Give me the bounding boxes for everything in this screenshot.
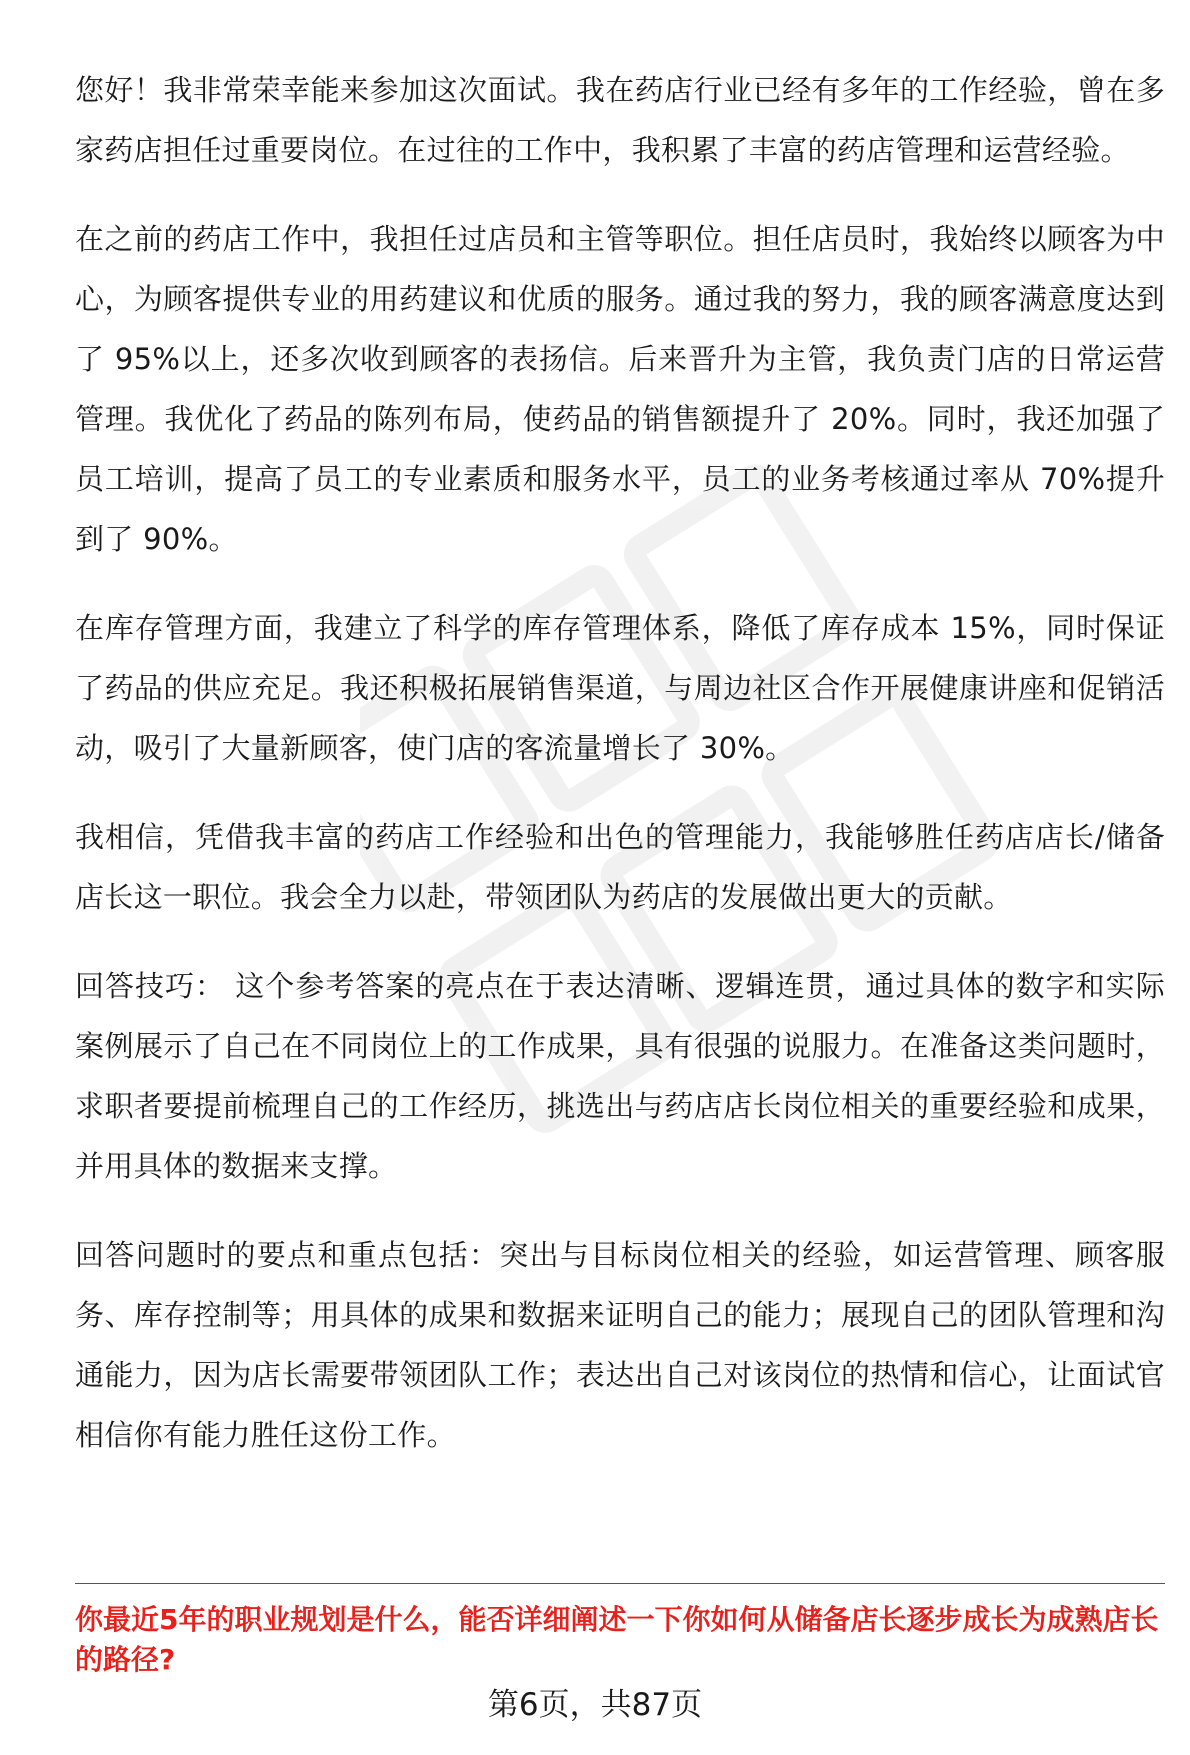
page-number: 第6页，共87页	[487, 1687, 703, 1723]
paragraph: 在之前的药店工作中，我担任过店员和主管等职位。担任店员时，我始终以顾客为中心，为顾客提供专业的用药建议和优质的服务。通过我的努力，我的顾客满意度达到了 95%以上，还多次收到顾客的表扬信。后来晋升为主管，我负责门店的日常运营管理。我优化了药品的陈列布局，使药品的销售额提升了 20%。同时，我还加强了员工培训，提高了员工的专业素质和服务水平，员工的业务考核通过率从 70%提升到了 90%。	[75, 222, 1165, 556]
section-divider	[75, 1583, 1165, 1584]
paragraph: 我相信，凭借我丰富的药店工作经验和出色的管理能力，我能够胜任药店店长/储备店长这一职位。我会全力以赴，带领团队为药店的发展做出更大的贡献。	[75, 820, 1165, 914]
paragraph: 在库存管理方面，我建立了科学的库存管理体系，降低了库存成本 15%，同时保证了药品的供应充足。我还积极拓展销售渠道，与周边社区合作开展健康讲座和促销活动，吸引了大量新顾客，使门店的客流量增长了 30%。	[75, 611, 1165, 765]
key-points-paragraph: 回答问题时的要点和重点包括：突出与目标岗位相关的经验，如运营管理、顾客服务、库存控制等；用具体的成果和数据来证明自己的能力；展现自己的团队管理和沟通能力，因为店长需要带领团队工作；表达出自己对该岗位的热情和信心，让面试官相信你有能力胜任这份工作。	[75, 1238, 1165, 1452]
body-text	[75, 60, 1165, 1494]
next-question-heading: 你最近5年的职业规划是什么，能否详细阐述一下你如何从储备店长逐步成长为成熟店长的路径?	[75, 1603, 1159, 1676]
paragraph: 您好！我非常荣幸能来参加这次面试。我在药店行业已经有多年的工作经验，曾在多家药店担任过重要岗位。在过往的工作中，我积累了丰富的药店管理和运营经验。	[75, 73, 1165, 167]
answer-tips-paragraph: 回答技巧： 这个参考答案的亮点在于表达清晰、逻辑连贯，通过具体的数字和实际案例展示了自己在不同岗位上的工作成果，具有很强的说服力。在准备这类问题时，求职者要提前梳理自己的工作经历，挑选出与药店店长岗位相关的重要经验和成果，并用具体的数据来支撑。	[75, 969, 1165, 1183]
